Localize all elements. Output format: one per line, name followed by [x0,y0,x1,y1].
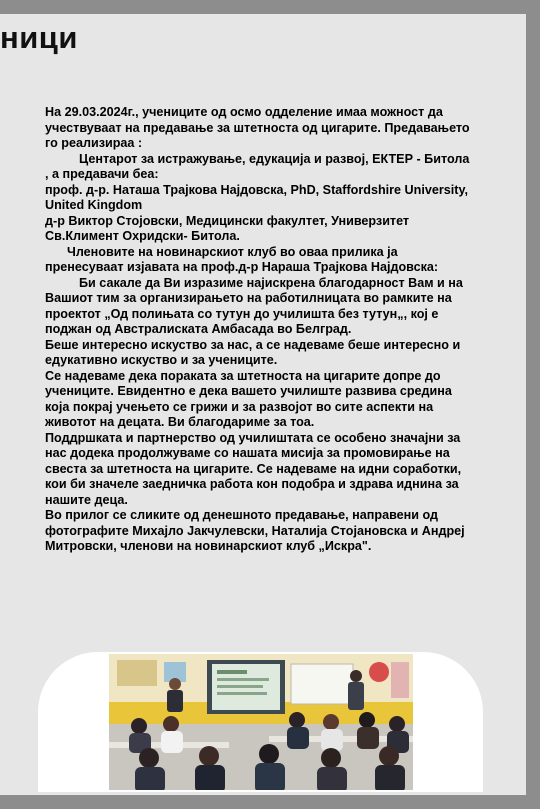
student-head [131,718,147,734]
article-paragraph: Центарот за истражување, едукација и развој, ЕКТЕР - Битола , а предавачи беа: [45,151,470,181]
student-head [289,712,305,728]
student-head [199,746,219,766]
article-paragraph: д-р Виктор Стојовски, Медицински факултет, Универзитет Св.Климент Охридски- Битола. [45,213,410,243]
article-paragraph: Би сакале да Ви изразиме најискрена благодарност Вам и на Вашиот тим за организирањето на работилницата во рамките на проектот „Од полињата со тутун до училишта без тутун„, кој е поджан од Австралиската Амбасада во Белград. [45,275,463,336]
wall-banner [391,662,409,698]
article-paragraph: Поддршката и партнерство од училиштата се особено значајни за нас додека продолжуваме со нашата мисија за промовирање на свеста за штетноста на цигарите. Се надеваме на идни соработки, кои би значеле заедничка работа кон подобра и здрава иднина за нашите деца. [45,430,462,507]
photo-illustration [109,654,413,790]
student-body [357,727,379,749]
screen-text-line [217,670,247,674]
presenter-body [348,682,364,710]
article-paragraph: Се надеваме дека пораката за штетноста на цигарите допре до учениците. Евидентно е дека вашето училиште развива средина која покрај учењето се грижи и за развојот во сите аспекти на животот на децата. Ви благодариме за тоа. [45,368,452,429]
wall-poster [117,660,157,686]
article-paragraph: На 29.03.2024г., учениците од осмо одделение имаа можност да учествуваат на предавање за штетноста од цигарите. Предавањето го реализираа : [45,105,470,150]
screen-text-line [217,685,263,688]
student-body [161,731,183,753]
student-head [323,714,339,730]
article-paragraph: Членовите на новинарскиот клуб во оваа прилика ја пренесуваат изјавата на проф.д-р Нараша Трајкова Најдовска: [45,244,439,274]
presenter-head [350,670,362,682]
student-head [389,716,405,732]
article-body [45,105,475,555]
student-head [259,744,279,764]
student-head [163,716,179,732]
student-body [135,767,165,790]
classroom-lecture-photo[interactable] [109,654,413,790]
student-body [317,767,347,790]
student-body [321,729,343,751]
article-paragraph: Беше интересно искуство за нас, а се надеваме беше интересно и едукативно искуство и за учениците. [45,337,461,367]
wall-emblem [369,662,389,682]
student-head [379,746,399,766]
student-body [287,727,309,749]
student-head [139,748,159,768]
student-head [321,748,341,768]
student-head [359,712,375,728]
student-body [375,765,405,790]
article-paragraph: Во прилог се сликите од денешното предавање, направени од фотографите Михајло Јакчулевски, Наталија Стојановска и Андреј Митровски, членови на новинарскиот клуб „Искра". [45,508,465,553]
presenter-body [167,690,183,712]
page-heading: ници [0,20,78,55]
article-paragraph: проф. д-р. Наташа Трајкова Најдовска, PhD, Staffordshire University, United Kingdom [45,182,469,212]
whiteboard [291,664,353,704]
student-body [195,765,225,790]
screen-text-line [217,678,269,681]
student-body [255,763,285,790]
presenter-head [169,678,181,690]
screen-text-line [217,692,267,695]
